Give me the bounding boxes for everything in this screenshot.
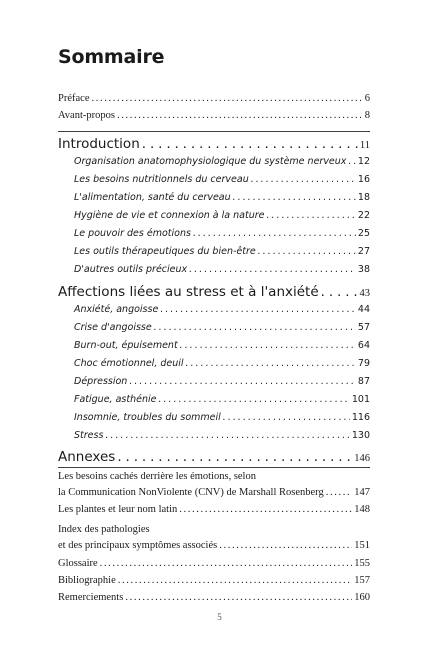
toc-entry-label: Choc émotionnel, deuil [74,358,184,369]
toc-entry-label: Dépression [74,376,128,387]
toc-entry-index[interactable] [58,522,370,554]
toc-entry-avant-propos[interactable] [58,110,370,121]
page-title: Sommaire [58,46,165,68]
dot-leader [100,558,353,569]
toc-subentry[interactable] [74,430,370,441]
dot-leader [125,592,352,603]
toc-entry-label-line1: Les besoins cachés derrière les émotions, selon [58,471,256,482]
toc-page-number: 64 [357,340,370,351]
dot-leader [118,575,353,586]
toc-entry-label: Préface [58,93,90,104]
toc-subentry[interactable] [74,322,370,333]
dot-leader [219,538,352,554]
dot-leader [91,93,362,104]
toc-subentry[interactable] [74,394,370,405]
toc-page-number: 38 [357,264,370,275]
toc-page-number: 6 [364,93,370,104]
toc-page-number: 157 [354,575,370,586]
dot-leader [105,430,349,441]
toc-entry-label-line2: et des principaux symptômes associés [58,540,218,551]
toc-entry-label: Avant-propos [58,110,115,121]
toc-page-number: 11 [359,140,370,151]
toc-page-number: 57 [357,322,370,333]
toc-entry-label: Les outils thérapeutiques du bien-être [74,246,256,257]
toc-subentry[interactable] [74,358,370,369]
toc-page-number: 79 [357,358,370,369]
toc-subentry[interactable] [74,340,370,351]
toc-entry-label: Les besoins nutritionnels du cerveau [74,174,249,185]
dot-leader [186,358,356,369]
toc-page-number: 160 [354,592,370,603]
toc-page-number: 22 [357,210,370,221]
section-heading: Introduction [58,136,140,152]
toc-entry-label: Organisation anatomophysiologique du système nerveux [74,156,347,167]
section-rule [58,467,370,468]
toc-subentry[interactable] [74,228,370,239]
toc-subentry[interactable] [74,156,370,167]
dot-leader [326,485,353,501]
toc-page-number: 25 [357,228,370,239]
toc-entry-label: Stress [74,430,104,441]
dot-leader [193,228,356,239]
page-folio: 5 [217,612,222,622]
toc-subentry[interactable] [74,376,370,387]
section-rule [58,131,370,132]
toc-page-number: 8 [364,110,370,121]
dot-leader [348,156,355,167]
dot-leader [142,136,358,152]
toc-entry-label: Fatigue, asthénie [74,394,157,405]
toc-subentry[interactable] [74,412,370,423]
dot-leader [180,340,356,351]
toc-entry-label: Glossaire [58,558,98,569]
toc-subentry[interactable] [74,210,370,221]
toc-page-number: 130 [351,430,370,441]
toc-page-number: 27 [357,246,370,257]
dot-leader [223,412,350,423]
toc-page-number: 148 [354,504,370,515]
toc-section-annexes[interactable] [58,449,370,465]
toc-entry-besoins-caches[interactable] [58,469,370,501]
dot-leader [258,246,356,257]
toc-entry-label-line1: Index des pathologies [58,524,150,535]
toc-entry-plantes[interactable] [58,504,370,515]
toc-page-number: 151 [354,540,370,551]
dot-leader [154,322,356,333]
toc-page-number: 101 [351,394,370,405]
toc-subentry[interactable] [74,246,370,257]
toc-page-number: 155 [354,558,370,569]
dot-leader [251,174,356,185]
toc-subentry[interactable] [74,174,370,185]
toc-entry-label: D'autres outils précieux [74,264,188,275]
toc-subentry[interactable] [74,264,370,275]
toc-entry-label: Insomnie, troubles du sommeil [74,412,221,423]
toc-entry-label: Anxiété, angoisse [74,304,159,315]
toc-entry-label: Burn-out, épuisement [74,340,178,351]
toc-entry-remerciements[interactable] [58,592,370,603]
toc-page-number: 43 [359,288,370,299]
dot-leader [160,304,356,315]
dot-leader [179,504,352,515]
section-heading: Annexes [58,449,116,465]
toc-entry-label: Bibliographie [58,575,116,586]
toc-entry-bibliographie[interactable] [58,575,370,586]
dot-leader [266,210,355,221]
toc-page-number: 87 [357,376,370,387]
toc-entry-label: Remerciements [58,592,124,603]
toc-page-number: 146 [354,453,370,464]
toc-page-number: 18 [357,192,370,203]
toc-entry-label: Crise d'angoisse [74,322,152,333]
toc-page-number: 116 [351,412,370,423]
toc-section-introduction[interactable] [58,136,370,152]
toc-page-number: 12 [357,156,370,167]
dot-leader [233,192,356,203]
toc-entry-glossaire[interactable] [58,558,370,569]
toc-entry-label: L'alimentation, santé du cerveau [74,192,231,203]
toc-page-number: 16 [357,174,370,185]
toc-entry-label-line2: la Communication NonViolente (CNV) de Marshall Rosenberg [58,487,324,498]
toc-entry-preface[interactable] [58,93,370,104]
toc-subentry[interactable] [74,192,370,203]
toc-entry-label: Les plantes et leur nom latin [58,504,178,515]
dot-leader [129,376,356,387]
section-heading: Affections liées au stress et à l'anxiété [58,284,319,300]
toc-page-number: 44 [357,304,370,315]
toc-entry-label: Le pouvoir des émotions [74,228,191,239]
dot-leader [117,449,352,465]
dot-leader [117,110,363,121]
dot-leader [321,284,358,300]
toc-subentry[interactable] [74,304,370,315]
toc-entry-label: Hygiène de vie et connexion à la nature [74,210,265,221]
dot-leader [158,394,349,405]
dot-leader [189,264,356,275]
toc-page-number: 147 [354,487,370,498]
toc-section-affections[interactable] [58,284,370,300]
